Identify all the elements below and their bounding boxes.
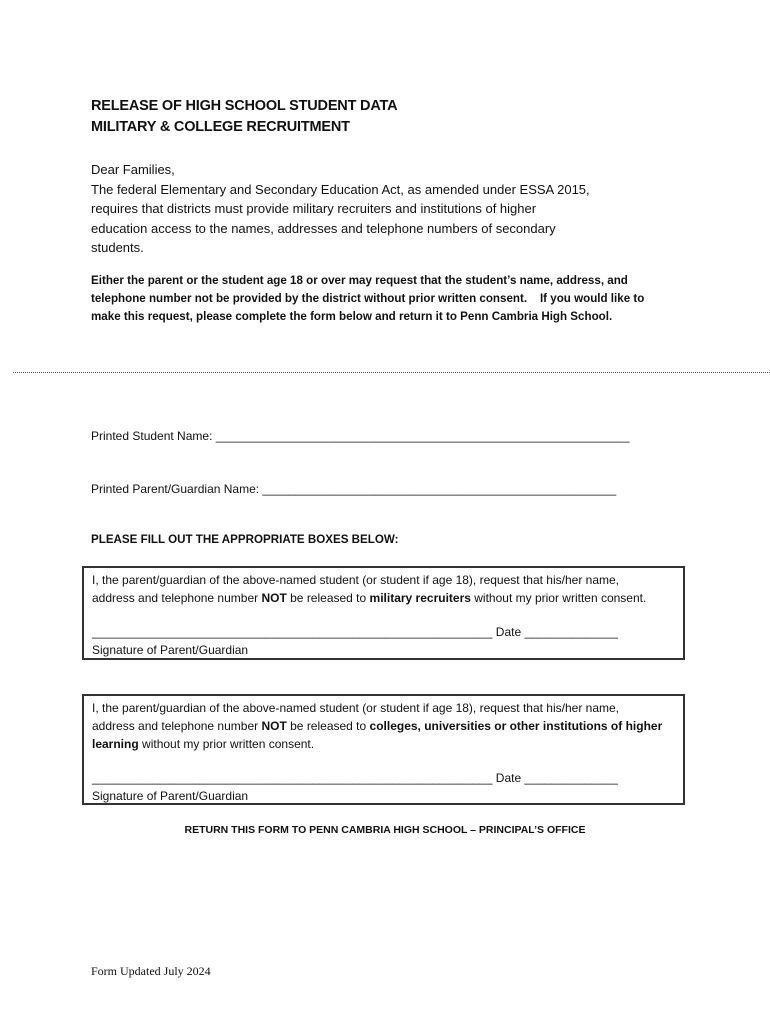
date-label: Date bbox=[492, 625, 525, 639]
text-span: be released to bbox=[286, 591, 370, 605]
title-line-2: MILITARY & COLLEGE RECRUITMENT bbox=[91, 119, 350, 135]
college-release-box bbox=[82, 694, 685, 805]
box-line bbox=[92, 735, 676, 753]
signature-blank[interactable]: ____________________________________________________________ bbox=[92, 625, 493, 639]
signature-row bbox=[92, 623, 676, 641]
parent-name-blank[interactable]: _____________________________________________________ bbox=[262, 482, 617, 496]
signature-label: Signature of Parent/Guardian bbox=[92, 789, 249, 803]
student-name-field[interactable] bbox=[91, 429, 630, 443]
date-blank[interactable]: ______________ bbox=[524, 625, 618, 639]
not-emphasis: NOT bbox=[261, 591, 287, 605]
parent-name-label: Printed Parent/Guardian Name: bbox=[91, 482, 263, 496]
return-instructions: RETURN THIS FORM TO PENN CAMBRIA HIGH SCHOOL – PRINCIPAL’S OFFICE bbox=[184, 824, 586, 836]
colleges-emphasis: colleges, universities or other institutions of higher bbox=[369, 719, 663, 733]
cut-line-divider bbox=[13, 372, 770, 373]
form-updated-date: Form Updated July 2024 bbox=[91, 964, 211, 978]
text-span: without my prior written consent. bbox=[138, 737, 315, 751]
signature-row bbox=[92, 769, 676, 787]
fill-instructions: PLEASE FILL OUT THE APPROPRIATE BOXES BELOW: bbox=[91, 533, 399, 546]
intro-line: The federal Elementary and Secondary Education Act, as amended under ESSA 2015, bbox=[91, 181, 590, 197]
box-line: I, the parent/guardian of the above-named student (or student if age 18), request that his/her name, bbox=[92, 573, 619, 587]
box-line bbox=[92, 589, 676, 607]
box-line: I, the parent/guardian of the above-named student (or student if age 18), request that his/her name, bbox=[92, 701, 619, 715]
date-label: Date bbox=[492, 771, 525, 785]
notice-paragraph bbox=[91, 272, 691, 326]
date-blank[interactable]: ______________ bbox=[524, 771, 618, 785]
notice-line: telephone number not be provided by the district without prior written consent. If you would like to bbox=[91, 292, 645, 305]
learning-emphasis: learning bbox=[92, 737, 139, 751]
text-span: address and telephone number bbox=[92, 591, 262, 605]
notice-line: make this request, please complete the form below and return it to Penn Cambria High School. bbox=[91, 310, 613, 323]
document-title bbox=[91, 96, 397, 138]
signature-label: Signature of Parent/Guardian bbox=[92, 643, 249, 657]
text-span: address and telephone number bbox=[92, 719, 262, 733]
intro-line: education access to the names, addresses and telephone numbers of secondary bbox=[91, 220, 556, 236]
military-release-box bbox=[82, 566, 685, 660]
student-name-label: Printed Student Name: bbox=[91, 429, 216, 443]
notice-line: Either the parent or the student age 18 or over may request that the student’s name, address, and bbox=[91, 274, 628, 287]
text-span: be released to bbox=[286, 719, 370, 733]
text-span: without my prior written consent. bbox=[470, 591, 647, 605]
greeting: Dear Families, bbox=[91, 162, 175, 177]
box-line bbox=[92, 717, 676, 735]
not-emphasis: NOT bbox=[261, 719, 287, 733]
military-recruiters-emphasis: military recruiters bbox=[369, 591, 471, 605]
parent-name-field[interactable] bbox=[91, 482, 616, 496]
intro-paragraph bbox=[91, 160, 651, 258]
student-name-blank[interactable]: ______________________________________________________________ bbox=[215, 429, 630, 443]
signature-blank[interactable]: ____________________________________________________________ bbox=[92, 771, 493, 785]
intro-line: requires that districts must provide military recruiters and institutions of higher bbox=[91, 201, 537, 216]
intro-line: students. bbox=[91, 240, 144, 255]
title-line-1: RELEASE OF HIGH SCHOOL STUDENT DATA bbox=[91, 98, 398, 114]
